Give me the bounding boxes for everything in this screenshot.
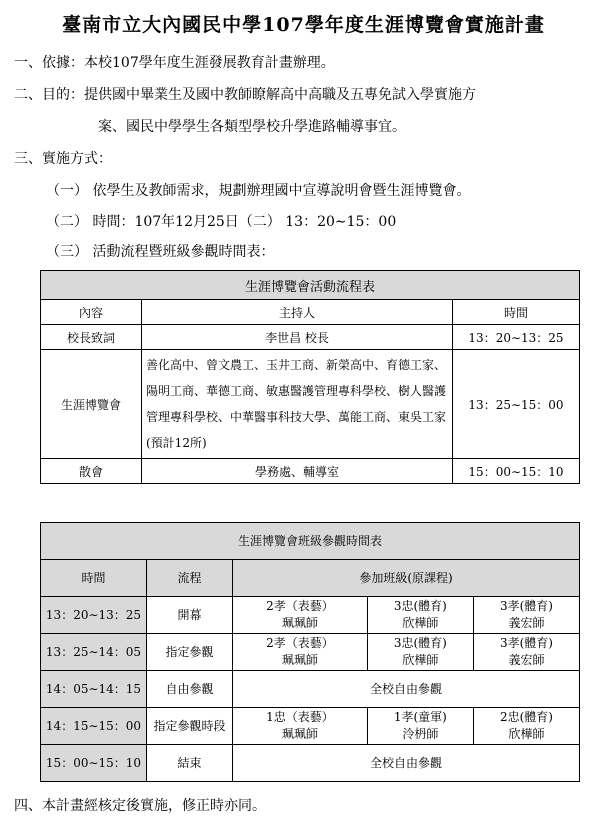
method-item-2: （二） 時間：107年12月25日（二） 13：20∼15：00	[46, 214, 397, 230]
teacher-name: 欣樺師	[508, 727, 545, 741]
class-name: 2忠(體育)	[499, 710, 553, 724]
section-basis: 一、依據：本校107學年度生涯發展教育計畫辦理。	[14, 55, 335, 71]
flow-cell: 開幕	[147, 597, 233, 634]
class-name: 3忠(體育)	[393, 636, 447, 650]
table-cell: 學務處、輔導室	[142, 459, 453, 484]
time-cell: 14：15∼15：00	[41, 708, 147, 745]
teacher-name: 珮珮師	[281, 653, 318, 667]
flow-cell: 結束	[147, 745, 233, 782]
section-purpose: 二、目的：提供國中畢業生及國中教師瞭解高中高職及五專免試入學實施方	[14, 87, 476, 103]
class-name: 3孝(體育)	[499, 636, 553, 650]
merged-cell: 全校自由參觀	[233, 671, 580, 708]
table-caption: 生涯博覽會班級參觀時間表	[41, 523, 580, 560]
time-cell: 13：20∼13：25	[41, 597, 147, 634]
column-header: 主持人	[142, 300, 453, 325]
column-header: 時間	[453, 300, 580, 325]
class-name: 1忠（表藝）	[266, 710, 334, 724]
method-item-1: （一） 依學生及教師需求，規劃辦理國中宣導說明會暨生涯博覽會。	[46, 183, 471, 199]
class-name: 3忠(體育)	[393, 599, 447, 613]
page-title: 臺南市立大內國民中學107學年度生涯博覽會實施計畫	[62, 14, 545, 36]
section-effective: 四、本計畫經核定後實施，修正時亦同。	[14, 798, 266, 814]
table-caption: 生涯博覽會活動流程表	[41, 271, 580, 300]
teacher-name: 泠枬師	[402, 727, 439, 741]
table-cell: 散會	[41, 459, 142, 484]
column-header: 流程	[147, 560, 233, 597]
teacher-name: 珮珮師	[281, 616, 318, 630]
table-cell: 13：25∼15：00	[453, 350, 580, 459]
class-name: 2孝（表藝）	[266, 599, 334, 613]
class-name: 2孝（表藝）	[266, 636, 334, 650]
section-purpose-cont: 案、國民中學學生各類型學校升學進路輔導事宜。	[98, 119, 406, 135]
flow-cell: 指定參觀	[147, 634, 233, 671]
method-item-3: （三） 活動流程暨班級參觀時間表：	[46, 244, 275, 260]
column-header: 時間	[41, 560, 147, 597]
merged-cell: 全校自由參觀	[233, 745, 580, 782]
time-cell: 14：05∼14：15	[41, 671, 147, 708]
table-cell: 李世昌 校長	[142, 325, 453, 350]
time-cell: 13：25∼14：05	[41, 634, 147, 671]
table-cell: 15：00∼15：10	[453, 459, 580, 484]
teacher-name: 義宏師	[508, 616, 545, 630]
class-name: 3孝(體育)	[499, 599, 553, 613]
flow-cell: 指定參觀時段	[147, 708, 233, 745]
teacher-name: 珮珮師	[281, 727, 318, 741]
table-cell: 校長致詞	[41, 325, 142, 350]
activity-flow-table	[40, 270, 580, 484]
table-cell: 13：20∼13：25	[453, 325, 580, 350]
teacher-name: 欣樺師	[402, 616, 439, 630]
column-header: 內容	[41, 300, 142, 325]
table-cell: 生涯博覽會	[41, 350, 142, 459]
column-header: 參加班級(原課程)	[233, 560, 580, 597]
class-visit-table	[40, 522, 580, 782]
teacher-name: 欣樺師	[402, 653, 439, 667]
time-cell: 15：00∼15：10	[41, 745, 147, 782]
class-name: 1孝(童軍)	[393, 710, 447, 724]
section-method: 三、實施方式：	[14, 151, 112, 167]
flow-cell: 自由參觀	[147, 671, 233, 708]
table-cell: 善化高中、曾文農工、玉井工商、新榮高中、育德工家、陽明工商、華德工商、敏惠醫護管理專科學校、樹人醫護管理專科學校、中華醫事科技大學、萬能工商、東吳工家(預計12所)	[142, 350, 453, 459]
teacher-name: 義宏師	[508, 653, 545, 667]
